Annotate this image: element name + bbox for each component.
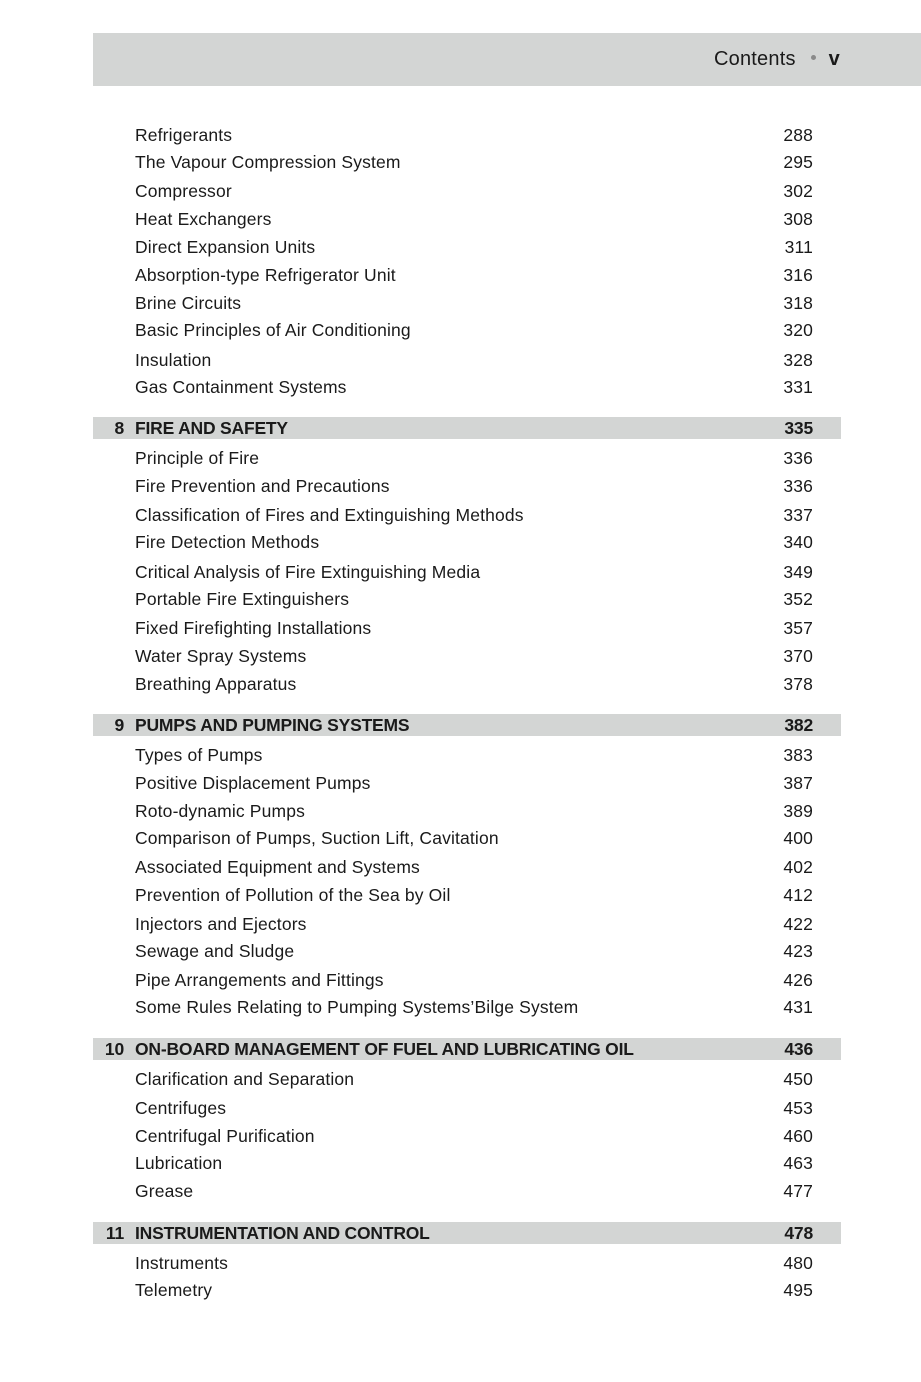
toc-entry[interactable] xyxy=(135,1179,813,1203)
entry-title: Water Spray Systems xyxy=(135,646,307,666)
entry-page: 495 xyxy=(783,1280,813,1300)
entry-title: Lubrication xyxy=(135,1153,223,1173)
chapter-number: 8 xyxy=(114,418,124,438)
entry-title: Centrifuges xyxy=(135,1098,227,1118)
entry-page: 288 xyxy=(783,125,813,145)
toc-entry[interactable] xyxy=(135,530,813,554)
entry-title: Telemetry xyxy=(135,1280,213,1300)
entry-page: 318 xyxy=(783,293,813,313)
entry-page: 311 xyxy=(784,237,813,257)
toc-entry[interactable] xyxy=(135,1251,813,1275)
entry-title: Sewage and Sludge xyxy=(135,941,295,961)
toc-entry[interactable] xyxy=(135,1067,813,1091)
entry-page: 316 xyxy=(783,265,813,285)
entry-title: Brine Circuits xyxy=(135,293,242,313)
toc-entry[interactable] xyxy=(135,560,813,584)
entry-title: Centrifugal Purification xyxy=(135,1126,315,1146)
chapter-title: ON-BOARD MANAGEMENT OF FUEL AND LUBRICATING OIL xyxy=(135,1039,634,1059)
entry-title: Basic Principles of Air Conditioning xyxy=(135,320,411,340)
entry-title: Injectors and Ejectors xyxy=(135,914,307,934)
entry-page: 463 xyxy=(783,1153,813,1173)
entry-page: 352 xyxy=(783,589,813,609)
chapter-page: 478 xyxy=(784,1223,813,1243)
entry-page: 357 xyxy=(783,618,813,638)
chapter-heading-8[interactable] xyxy=(93,417,841,439)
entry-title: Fire Prevention and Precautions xyxy=(135,476,390,496)
entry-page: 328 xyxy=(783,350,813,370)
entry-page: 370 xyxy=(783,646,813,666)
entry-title: Comparison of Pumps, Suction Lift, Cavitation xyxy=(135,828,499,848)
entry-title: Insulation xyxy=(135,350,212,370)
toc-entry[interactable] xyxy=(135,799,813,823)
entry-page: 426 xyxy=(783,970,813,990)
entry-page: 453 xyxy=(783,1098,813,1118)
entry-page: 320 xyxy=(783,320,813,340)
running-head-label: Contents xyxy=(714,48,796,70)
toc-entry[interactable] xyxy=(135,207,813,231)
entry-page: 378 xyxy=(783,674,813,694)
entry-title: Absorption-type Refrigerator Unit xyxy=(135,265,396,285)
chapter-number: 11 xyxy=(105,1223,124,1243)
chapter-title: PUMPS AND PUMPING SYSTEMS xyxy=(135,715,410,735)
toc-entry[interactable] xyxy=(135,995,813,1019)
entry-title: Fixed Firefighting Installations xyxy=(135,618,372,638)
chapter-heading-10[interactable] xyxy=(93,1038,841,1060)
entry-page: 295 xyxy=(783,152,813,172)
entry-page: 431 xyxy=(783,997,813,1017)
entry-title: Types of Pumps xyxy=(135,745,263,765)
toc-entry[interactable] xyxy=(135,644,813,668)
entry-page: 336 xyxy=(783,448,813,468)
toc-entry[interactable] xyxy=(135,1151,813,1175)
entry-title: Pipe Arrangements and Fittings xyxy=(135,970,384,990)
toc-entry[interactable] xyxy=(135,855,813,879)
entry-title: Roto-dynamic Pumps xyxy=(135,801,305,821)
bullet-separator-icon xyxy=(811,55,816,60)
entry-title: Portable Fire Extinguishers xyxy=(135,589,350,609)
toc-entry[interactable] xyxy=(135,318,813,342)
entry-title: Clarification and Separation xyxy=(135,1069,355,1089)
entry-page: 450 xyxy=(783,1069,813,1089)
entry-page: 422 xyxy=(783,914,813,934)
entry-title: Grease xyxy=(135,1181,194,1201)
entry-page: 387 xyxy=(783,773,813,793)
entry-title: Direct Expansion Units xyxy=(135,237,316,257)
chapter-page: 436 xyxy=(784,1039,813,1059)
page-folio: v xyxy=(828,48,840,70)
toc-entry[interactable] xyxy=(135,1124,813,1148)
toc-entry[interactable] xyxy=(135,291,813,315)
entry-title: Some Rules Relating to Pumping Systems’Bilge System xyxy=(135,997,579,1017)
toc-entry[interactable] xyxy=(135,743,813,767)
toc-entry[interactable] xyxy=(135,883,813,907)
entry-title: The Vapour Compression System xyxy=(135,152,401,172)
entry-page: 308 xyxy=(783,209,813,229)
toc-entry[interactable] xyxy=(135,503,813,527)
entry-title: Refrigerants xyxy=(135,125,233,145)
toc-entry[interactable] xyxy=(135,1096,813,1120)
entry-page: 331 xyxy=(783,377,813,397)
toc-entry[interactable] xyxy=(135,150,813,174)
toc-entry[interactable] xyxy=(135,912,813,936)
chapter-page: 335 xyxy=(784,418,813,438)
toc-entry[interactable] xyxy=(135,1278,813,1302)
toc-entry[interactable] xyxy=(135,263,813,287)
toc-entry[interactable] xyxy=(135,968,813,992)
toc-entry[interactable] xyxy=(135,474,813,498)
toc-entry[interactable] xyxy=(135,446,813,470)
entry-page: 477 xyxy=(783,1181,813,1201)
entry-title: Heat Exchangers xyxy=(135,209,272,229)
entry-title: Fire Detection Methods xyxy=(135,532,320,552)
entry-page: 302 xyxy=(783,181,813,201)
entry-page: 400 xyxy=(783,828,813,848)
entry-page: 383 xyxy=(783,745,813,765)
chapter-title: INSTRUMENTATION AND CONTROL xyxy=(135,1223,430,1243)
entry-title: Principle of Fire xyxy=(135,448,260,468)
chapter-page: 382 xyxy=(784,715,813,735)
entry-page: 402 xyxy=(783,857,813,877)
entry-page: 389 xyxy=(783,801,813,821)
entry-title: Breathing Apparatus xyxy=(135,674,297,694)
toc-entry[interactable] xyxy=(135,771,813,795)
entry-page: 460 xyxy=(783,1126,813,1146)
entry-title: Prevention of Pollution of the Sea by Oil xyxy=(135,885,451,905)
entry-title: Positive Displacement Pumps xyxy=(135,773,371,793)
entry-page: 480 xyxy=(783,1253,813,1273)
toc-entry[interactable] xyxy=(135,939,813,963)
toc-entry[interactable] xyxy=(135,123,813,147)
toc-entry[interactable] xyxy=(135,375,813,399)
chapter-heading-11[interactable] xyxy=(93,1222,841,1244)
chapter-heading-9[interactable] xyxy=(93,714,841,736)
chapter-number: 9 xyxy=(114,715,124,735)
entry-page: 349 xyxy=(783,562,813,582)
toc-entry[interactable] xyxy=(135,826,813,850)
entry-page: 412 xyxy=(783,885,813,905)
entry-title: Classification of Fires and Extinguishing Methods xyxy=(135,505,524,525)
running-head xyxy=(93,33,921,86)
toc-entry[interactable] xyxy=(135,587,813,611)
entry-page: 423 xyxy=(783,941,813,961)
toc-entry[interactable] xyxy=(135,179,813,203)
entry-title: Associated Equipment and Systems xyxy=(135,857,420,877)
running-head-text xyxy=(714,48,840,71)
entry-page: 337 xyxy=(783,505,813,525)
entry-title: Gas Containment Systems xyxy=(135,377,347,397)
entry-page: 340 xyxy=(783,532,813,552)
entry-title: Instruments xyxy=(135,1253,229,1273)
entry-title: Compressor xyxy=(135,181,232,201)
entry-title: Critical Analysis of Fire Extinguishing Media xyxy=(135,562,481,582)
chapter-number: 10 xyxy=(104,1039,124,1059)
chapter-title: FIRE AND SAFETY xyxy=(135,418,288,438)
toc-entry[interactable] xyxy=(135,348,813,372)
entry-page: 336 xyxy=(783,476,813,496)
toc-entry[interactable] xyxy=(135,235,813,259)
toc-entry[interactable] xyxy=(135,616,813,640)
toc-entry[interactable] xyxy=(135,672,813,696)
